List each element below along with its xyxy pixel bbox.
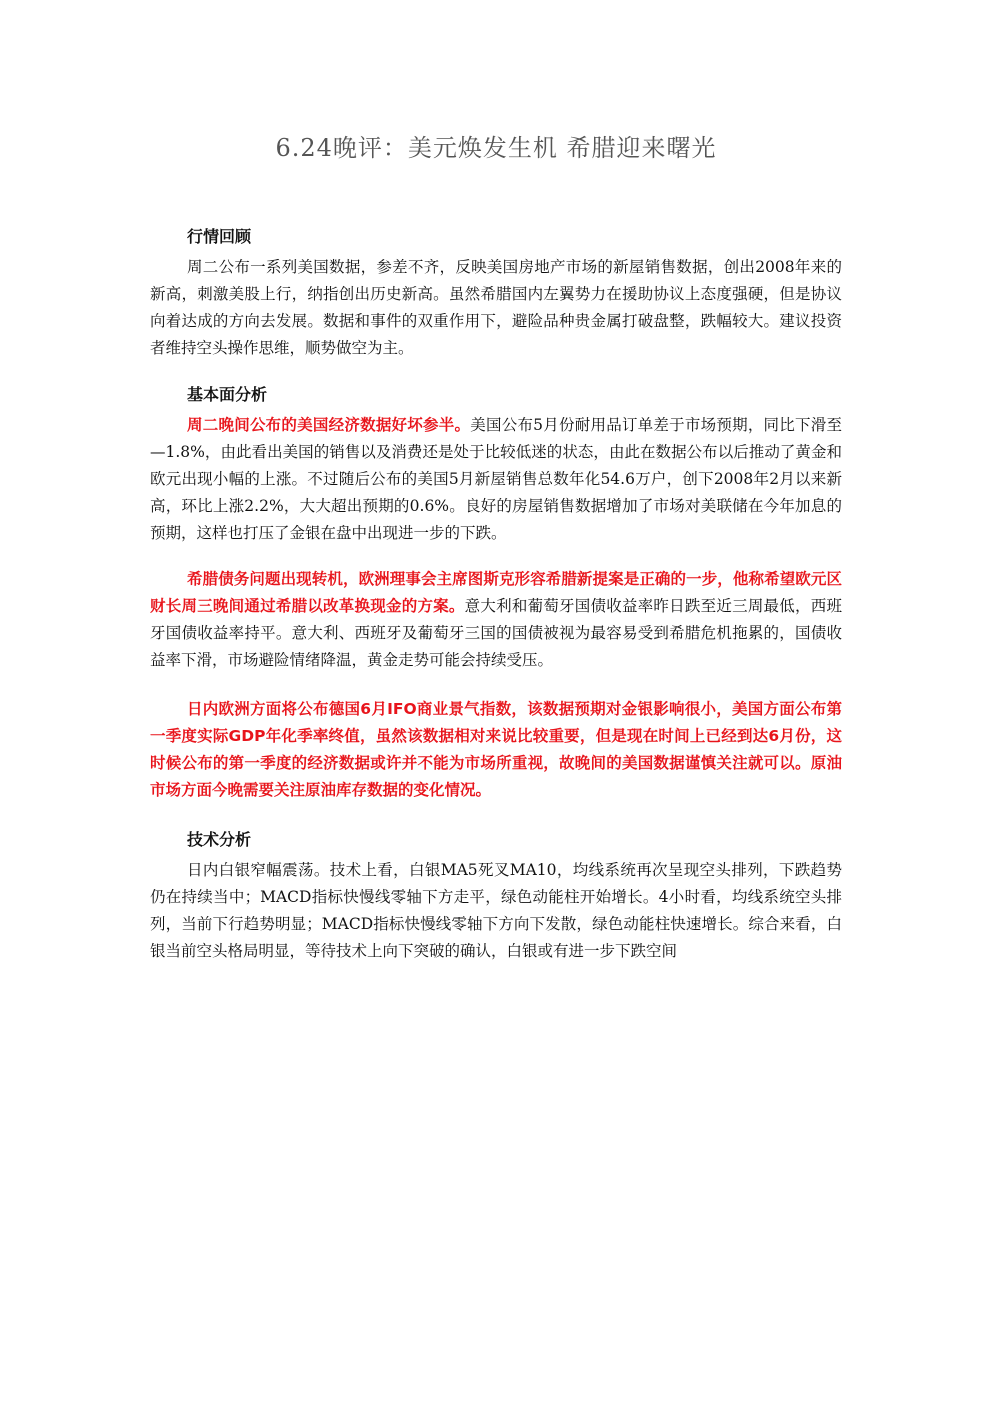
- fundamental-p2-text: 意大利和葡萄牙国债收益率昨日跌至近三周最低，西班牙国债收益率持平。意大利、西班牙及葡萄牙三国的国债被视为最容易受到希腊危机拖累的，国债收益率下滑，市场避险情绪降温，黄金走势可能会持续受压。: [150, 597, 842, 669]
- technical-paragraph: 日内白银窄幅震荡。技术上看，白银MA5死叉MA10，均线系统再次呈现空头排列，下跌趋势仍在持续当中；MACD指标快慢线零轴下方走平，绿色动能柱开始增长。4小时看，均线系统空头排列，当前下行趋势明显；MACD指标快慢线零轴下方向下发散，绿色动能柱快速增长。综合来看，白银当前空头格局明显，等待技术上向下突破的确认，白银或有进一步下跌空间: [150, 861, 842, 960]
- fundamental-p1-text: 美国公布5月份耐用品订单差于市场预期，同比下滑至—1.8%，由此看出美国的销售以及消费还是处于比较低迷的状态，由此在数据公布以后推动了黄金和欧元出现小幅的上涨。不过随后公布的美国5月新屋销售总数年化54.6万户，创下2008年2月以来新高，环比上涨2.2%，大大超出预期的0.6%。良好的房屋销售数据增加了市场对美联储在今年加息的预期，这样也打压了金银在盘中出现进一步的下跌。: [150, 416, 842, 542]
- fundamental-paragraph-2: [150, 566, 842, 674]
- market-review-heading: 行情回顾: [187, 227, 252, 246]
- fundamental-section: [150, 384, 842, 547]
- fundamental-block-3: [150, 696, 842, 804]
- fundamental-paragraph-3: 日内欧洲方面将公布德国6月IFO商业景气指数，该数据预期对金银影响很小，美国方面公布第一季度实际GDP年化季率终值，虽然该数据相对来说比较重要，但是现在时间上已经到达6月份，这时候公布的第一季度的经济数据或许并不能为市场所重视，故晚间的美国数据谨慎关注就可以。原油市场方面今晚需要关注原油库存数据的变化情况。: [150, 700, 842, 799]
- market-review-paragraph: 周二公布一系列美国数据，参差不齐，反映美国房地产市场的新屋销售数据，创出2008年来的新高，刺激美股上行，纳指创出历史新高。虽然希腊国内左翼势力在援助协议上态度强硬，但是协议向着达成的方向去发展。数据和事件的双重作用下，避险品种贵金属打破盘整，跌幅较大。建议投资者维持空头操作思维，顺势做空为主。: [150, 258, 842, 357]
- document-title: 6.24晚评：美元焕发生机 希腊迎来曙光: [275, 134, 717, 162]
- fundamental-heading: 基本面分析: [187, 385, 268, 404]
- technical-section: [150, 829, 842, 965]
- fundamental-p1-emphasis: 周二晚间公布的美国经济数据好坏参半。: [187, 416, 471, 434]
- fundamental-paragraph-1: [150, 412, 842, 547]
- market-review-section: [150, 226, 842, 362]
- fundamental-block-2: [150, 566, 842, 674]
- fundamental-p2-emphasis: 希腊债务问题出现转机，欧洲理事会主席图斯克形容希腊新提案是正确的一步，他称希望欧元区财长周三晚间通过希腊以改革换现金的方案。: [150, 570, 842, 615]
- technical-heading: 技术分析: [187, 830, 252, 849]
